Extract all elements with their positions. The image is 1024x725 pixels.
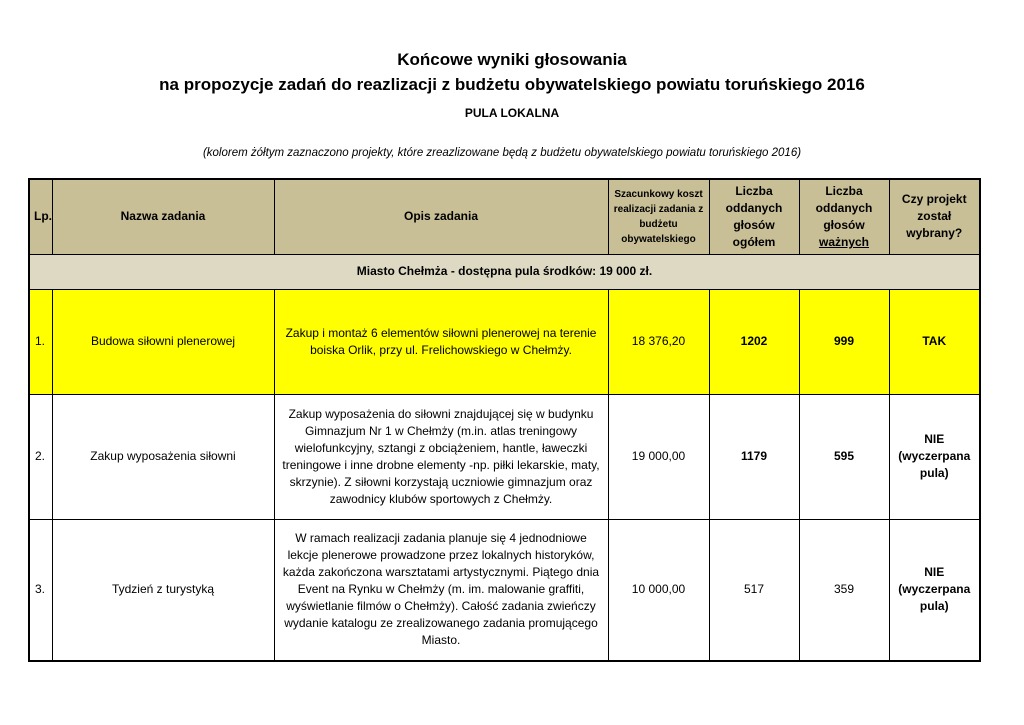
cell-description: Zakup wyposażenia do siłowni znajdującej się w budynku Gimnazjum Nr 1 w Chełmży (m.in. atlas treningowy wielofunkcyjny, sztangi z obciążeniem, hantle, ławeczki treningowe i inne drobne elementy -np. piłki lekarskie, maty, skrzynie). Z siłowni korzystają uczniowie gimnazjum oraz zawodnicy klubów sportowych z Chełmży.: [274, 394, 608, 519]
cell-description: W ramach realizacji zadania planuje się 4 jednodniowe lekcje plenerowe prowadzone przez lokalnych historyków, każda zakończona warsztatami artystycznymi. Piątego dnia Event na Rynku w Chełmży (m. im. malowanie graffiti, wyświetlanie filmów o Chełmży). Całość zadania zwieńczy wydanie katalogu ze zrealizowanego zadania promującego Miasto.: [274, 519, 608, 661]
legend-note: (kolorem żółtym zaznaczono projekty, które zreazlizowane będą z budżetu obywatelskiego powiatu toruńskiego 2016): [202, 147, 802, 159]
cell-lp: 1.: [29, 289, 52, 394]
header-cost: Szacunkowy koszt realizacji zadania z budżetu obywatelskiego: [608, 179, 709, 254]
cell-name: Budowa siłowni plenerowej: [52, 289, 274, 394]
header-votes-valid-underlined: ważnych: [818, 234, 869, 249]
cell-cost: 19 000,00: [608, 394, 709, 519]
header-votes-total: Liczba oddanych głosów ogółem: [709, 179, 799, 254]
cell-selected: TAK: [889, 289, 980, 394]
header-description: Opis zadania: [274, 179, 608, 254]
page-title: Końcowe wyniki głosowania: [397, 50, 627, 69]
cell-description: Zakup i montaż 6 elementów siłowni plenerowej na terenie boiska Orlik, przy ul. Frelichowskiego w Chełmży.: [274, 289, 608, 394]
section-label: Miasto Chełmża - dostępna pula środków: 19 000 zł.: [29, 254, 980, 289]
cell-cost: 10 000,00: [608, 519, 709, 661]
header-name: Nazwa zadania: [52, 179, 274, 254]
header-votes-valid: [799, 179, 889, 254]
cell-lp: 3.: [29, 519, 52, 661]
header-lp: Lp.: [29, 179, 52, 254]
table-row: [29, 519, 980, 661]
cell-votes-valid: 999: [799, 289, 889, 394]
cell-votes-total: 1202: [709, 289, 799, 394]
cell-votes-valid: 595: [799, 394, 889, 519]
results-table: [28, 178, 981, 662]
cell-votes-valid: 359: [799, 519, 889, 661]
table-header-row: [29, 179, 980, 254]
table-row: [29, 394, 980, 519]
table-row: [29, 289, 980, 394]
page-subtitle: na propozycje zadań do reazlizacji z budżetu obywatelskiego powiatu toruńskiego 2016: [159, 75, 865, 94]
cell-name: Tydzień z turystyką: [52, 519, 274, 661]
cell-selected: NIE (wyczerpana pula): [889, 519, 980, 661]
pool-label: PULA LOKALNA: [464, 106, 560, 120]
cell-selected: NIE (wyczerpana pula): [889, 394, 980, 519]
cell-votes-total: 517: [709, 519, 799, 661]
section-row: [29, 254, 980, 289]
cell-votes-total: 1179: [709, 394, 799, 519]
cell-lp: 2.: [29, 394, 52, 519]
cell-cost: 18 376,20: [608, 289, 709, 394]
cell-name: Zakup wyposażenia siłowni: [52, 394, 274, 519]
header-votes-valid-prefix: Liczba oddanych głosów: [815, 183, 873, 232]
header-selected: Czy projekt został wybrany?: [889, 179, 980, 254]
